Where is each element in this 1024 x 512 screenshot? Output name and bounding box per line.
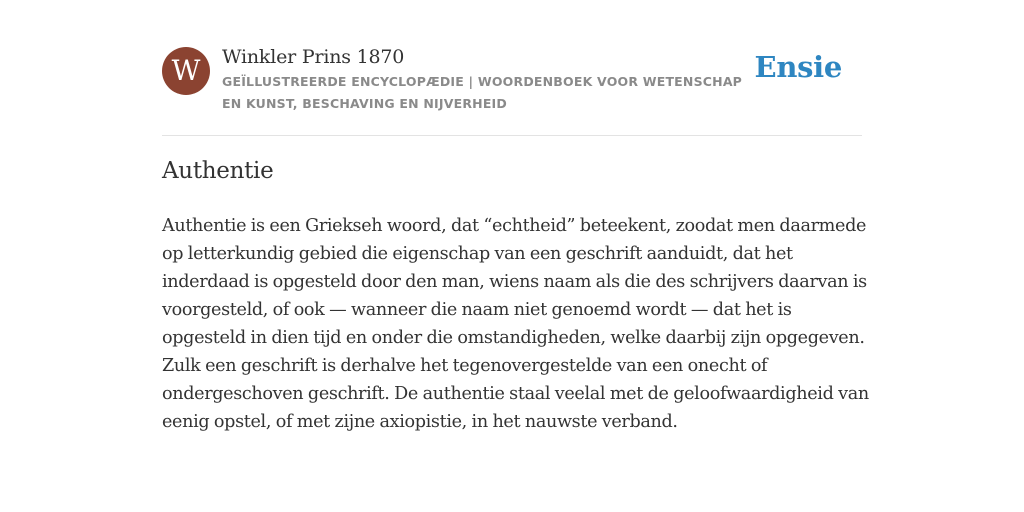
header-divider — [162, 135, 862, 136]
ensie-logo[interactable]: Ensie — [754, 50, 842, 84]
entry-title: Authentie — [162, 158, 274, 184]
source-title[interactable]: Winkler Prins 1870 — [222, 46, 405, 68]
source-subtitle: GEÏLLUSTREERDE ENCYCLOPÆDIE | WOORDENBOEK VOOR WETENSCHAP EN KUNST, BESCHAVING EN NIJVERHEID — [222, 74, 743, 111]
source-header — [162, 44, 862, 120]
entry-body: Authentie is een Griekseh woord, dat “echtheid” beteekent, zoodat men daarmede op letterkundig gebied die eigenschap van een geschrift aanduidt, dat het inderdaad is opgesteld door den man, wiens naam als die des schrijvers daarvan is voorgesteld, of ook — wanneer die naam niet genoemd wordt — dat het is opgesteld in dien tijd en onder die omstandigheden, welke daarbij zijn opgegeven. Zulk een geschrift is derhalve het tegenovergestelde van een onecht of ondergeschoven geschrift. De authentie staal veelal met de geloofwaardigheid van eenig opstel, of met zijne axiopistie, in het nauwste verband. — [162, 216, 869, 432]
source-avatar[interactable]: W — [162, 47, 210, 95]
